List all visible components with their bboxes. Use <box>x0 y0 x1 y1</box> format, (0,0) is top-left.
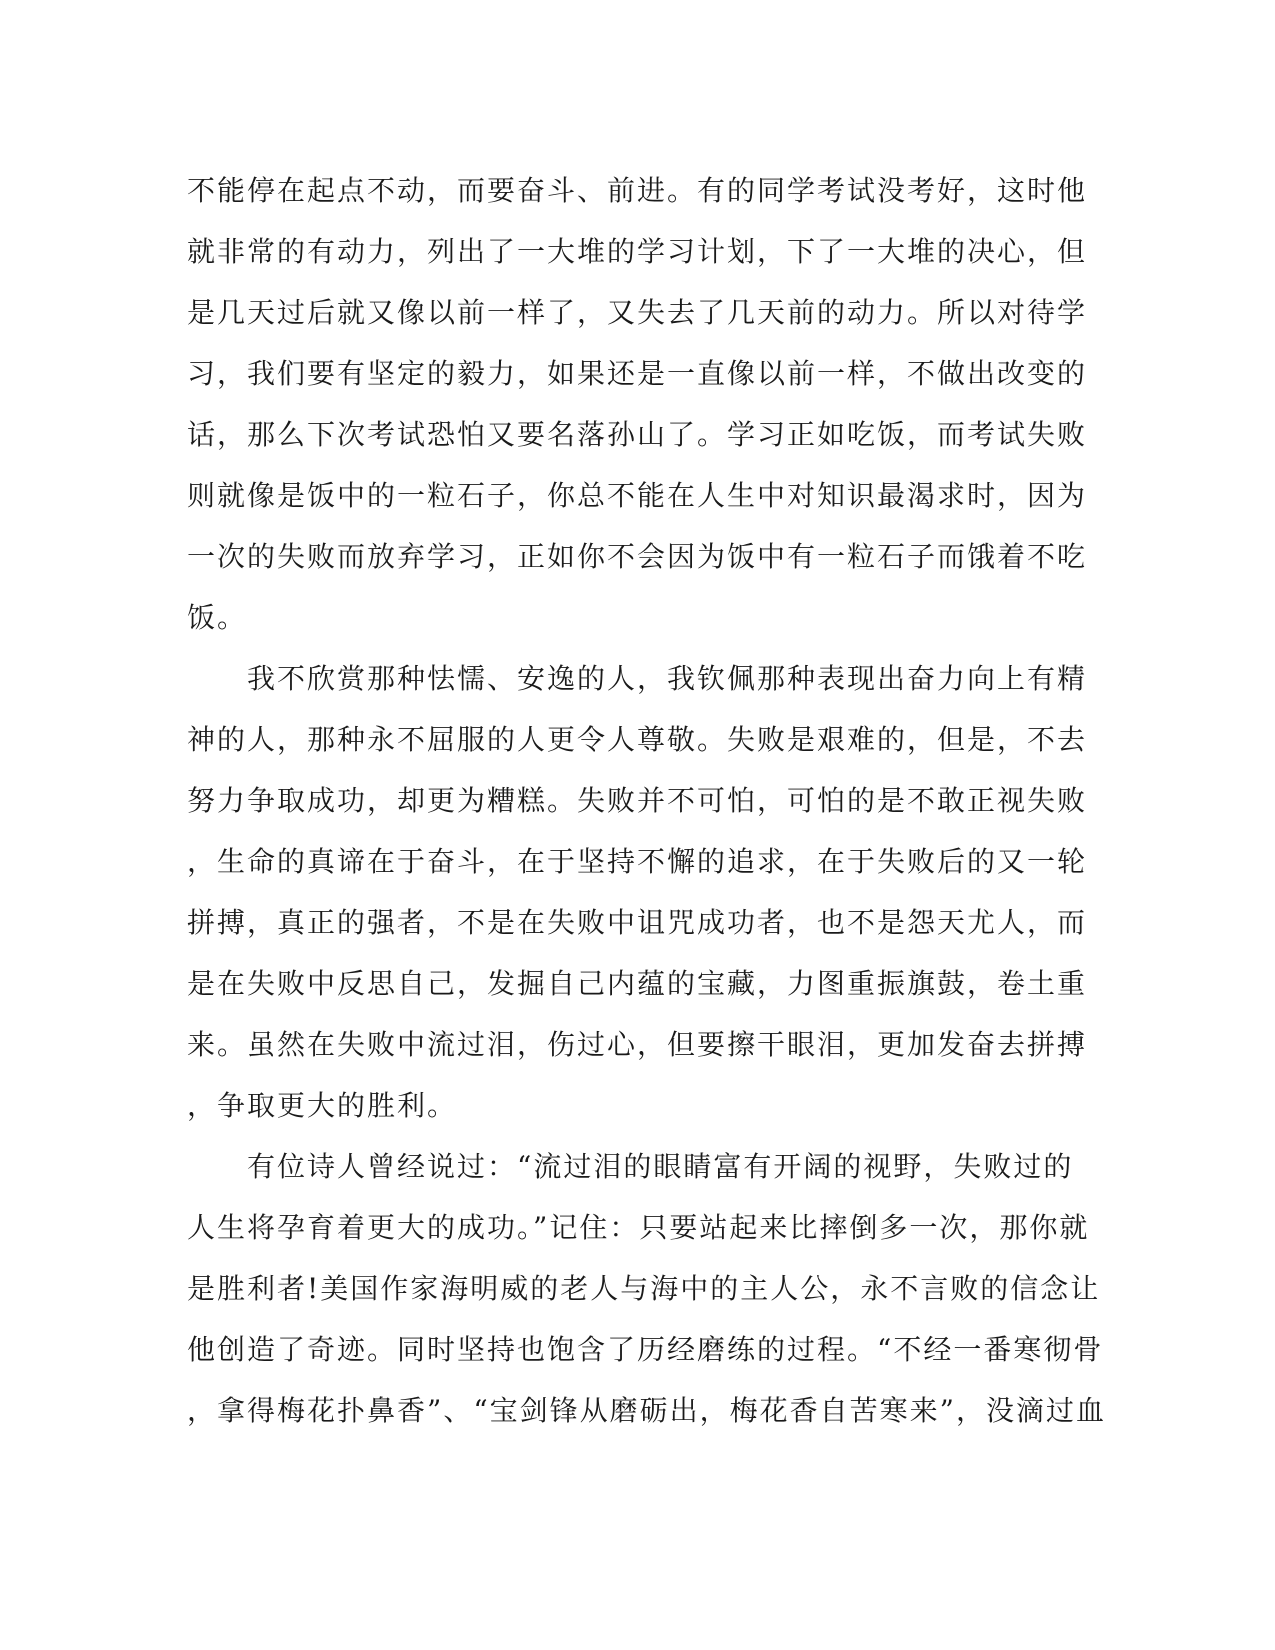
text-line: ，拿得梅花扑鼻香”、“宝剑锋从磨砺出，梅花香自苦寒来”，没滴过血 <box>187 1394 1106 1427</box>
text-line: ，争取更大的胜利。 <box>187 1089 458 1122</box>
text-line: 神的人，那种永不屈服的人更令人尊敬。失败是艰难的，但是，不去 <box>187 723 1088 756</box>
text-line: 拼搏，真正的强者，不是在失败中诅咒成功者，也不是怨天尤人，而 <box>187 906 1088 939</box>
text-line: 是胜利者!美国作家海明威的老人与海中的主人公，永不言败的信念让 <box>187 1272 1101 1305</box>
text-line: 就非常的有动力，列出了一大堆的学习计划，下了一大堆的决心，但 <box>187 235 1088 268</box>
text-line: ，生命的真谛在于奋斗，在于坚持不懈的追求，在于失败后的又一轮 <box>187 845 1088 878</box>
text-line: 是几天过后就又像以前一样了，又失去了几天前的动力。所以对待学 <box>187 296 1088 329</box>
text-line: 习，我们要有坚定的毅力，如果还是一直像以前一样，不做出改变的 <box>187 357 1088 390</box>
text-line: 话，那么下次考试恐怕又要名落孙山了。学习正如吃饭，而考试失败 <box>187 418 1088 451</box>
text-line: 一次的失败而放弃学习，正如你不会因为饭中有一粒石子而饿着不吃 <box>187 540 1088 573</box>
text-line: 来。虽然在失败中流过泪，伤过心，但要擦干眼泪，更加发奋去拼搏 <box>187 1028 1088 1061</box>
text-line: 是在失败中反思自己，发掘自己内蕴的宝藏，力图重振旗鼓，卷土重 <box>187 967 1088 1000</box>
text-line: 饭。 <box>187 601 248 634</box>
text-line: 我不欣赏那种怯懦、安逸的人，我钦佩那种表现出奋力向上有精 <box>187 662 1088 695</box>
text-line: 不能停在起点不动，而要奋斗、前进。有的同学考试没考好，这时他 <box>187 174 1088 207</box>
body-text <box>187 160 1106 1441</box>
text-line: 有位诗人曾经说过：“流过泪的眼睛富有开阔的视野，失败过的 <box>187 1150 1074 1183</box>
text-line: 努力争取成功，却更为糟糕。失败并不可怕，可怕的是不敢正视失败 <box>187 784 1088 817</box>
text-line: 人生将孕育着更大的成功。”记住：只要站起来比摔倒多一次，那你就 <box>187 1211 1090 1244</box>
text-line: 他创造了奇迹。同时坚持也饱含了历经磨练的过程。“不经一番寒彻骨 <box>187 1333 1104 1366</box>
text-line: 则就像是饭中的一粒石子，你总不能在人生中对知识最渴求时，因为 <box>187 479 1088 512</box>
